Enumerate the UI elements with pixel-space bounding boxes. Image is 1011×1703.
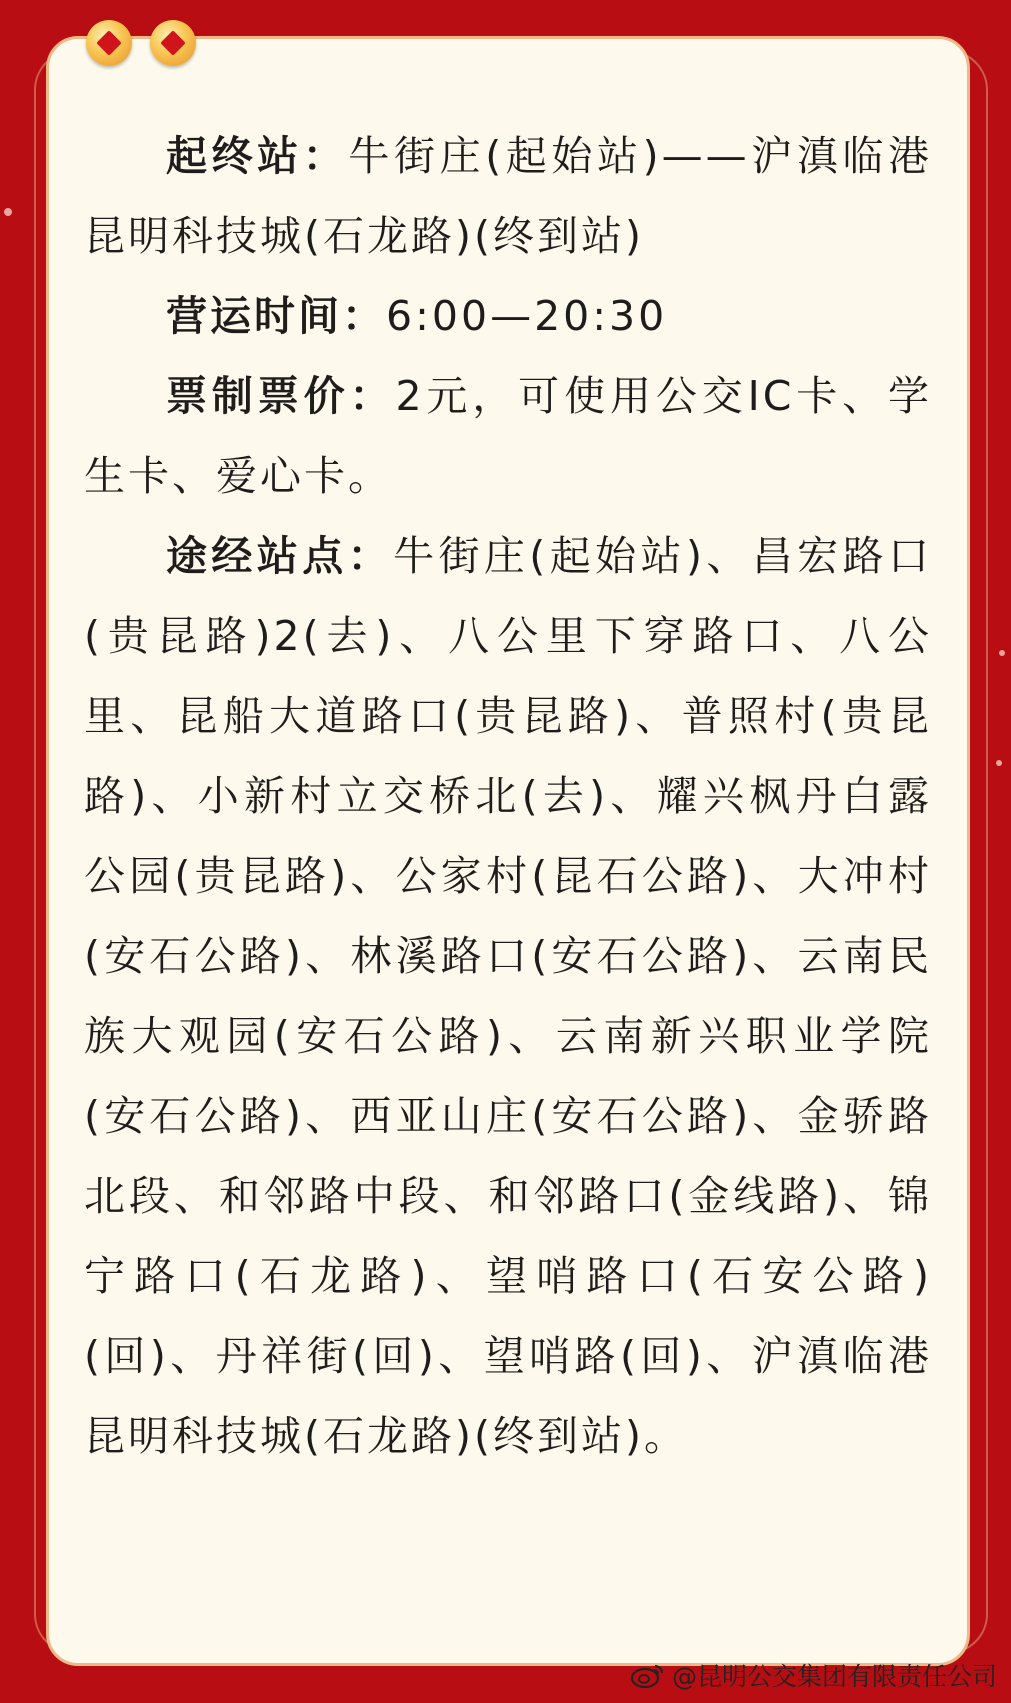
terminus-label: 起终站： [166, 132, 349, 180]
decorative-dot [999, 650, 1005, 656]
weibo-watermark [630, 1657, 997, 1693]
stops-label: 途经站点： [166, 532, 394, 580]
weibo-icon [630, 1662, 666, 1688]
hours-label: 营运时间： [166, 292, 386, 340]
decorative-dot [996, 760, 1002, 766]
fare-label: 票制票价： [166, 372, 396, 420]
hours-value: 6:00—20:30 [386, 292, 668, 340]
stops-value: 牛街庄(起始站)、昌宏路口(贵昆路)2(去)、八公里下穿路口、八公里、昆船大道路口(贵昆路)、普照村(贵昆路)、小新村立交桥北(去)、耀兴枫丹白露公园(贵昆路)、公家村(昆石公路)、大冲村(安石公路)、林溪路口(安石公路)、云南民族大观园(安石公路)、云南新兴职业学院(安石公路)、西亚山庄(安石公路)、金骄路北段、和邻路中段、和邻路口(金线路)、锦宁路口(石龙路)、望哨路口(石安公路)(回)、丹祥街(回)、望哨路(回)、沪滇临港昆明科技城(石龙路)(终到站)。 [84, 532, 932, 1460]
decorative-dot [4, 208, 12, 216]
fare-paragraph [84, 356, 932, 516]
watermark-text: @昆明公交集团有限责任公司 [671, 1662, 997, 1691]
terminus-paragraph [84, 116, 932, 276]
terminus-value: 牛街庄(起始站)——沪滇临港昆明科技城(石龙路)(终到站) [84, 132, 932, 260]
hours-paragraph [84, 276, 932, 356]
route-info [84, 116, 932, 1476]
gold-coin-icon [150, 20, 196, 66]
fare-value: 2元，可使用公交IC卡、学生卡、爱心卡。 [84, 372, 932, 500]
gold-coin-icon [86, 20, 132, 66]
stops-paragraph [84, 516, 932, 1476]
